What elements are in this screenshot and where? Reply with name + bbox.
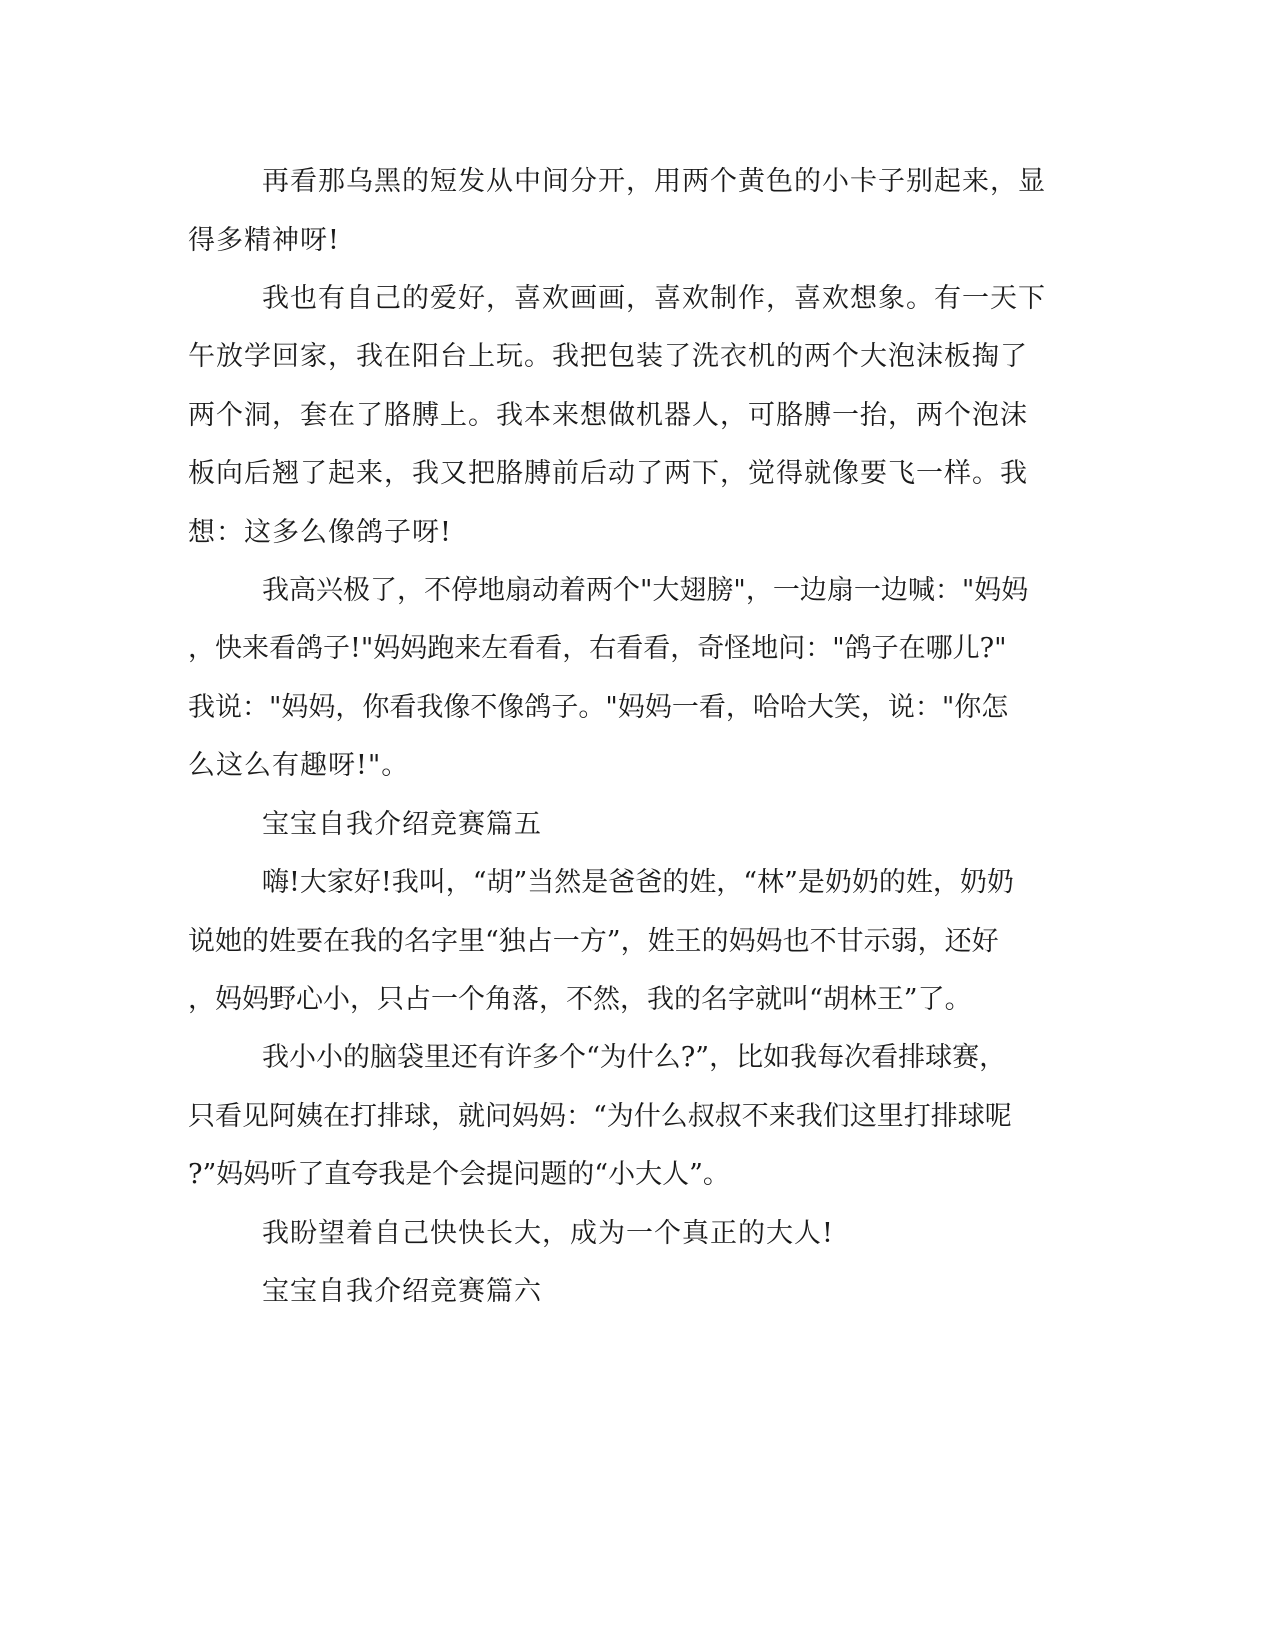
section-heading: 宝宝自我介绍竞赛篇五 [262, 809, 542, 840]
text-line: ，快来看鸽子!"妈妈跑来左看看，右看看，奇怪地问："鸽子在哪儿?" [188, 633, 1007, 664]
text-line: 我高兴极了，不停地扇动着两个"大翅膀"，一边扇一边喊："妈妈 [262, 575, 1029, 606]
text-line: 我说："妈妈，你看我像不像鸽子。"妈妈一看，哈哈大笑，说："你怎 [188, 692, 1009, 723]
text-line: 说她的姓要在我的名字里“独占一方”，姓王的妈妈也不甘示弱，还好 [188, 926, 999, 957]
text-line: 么这么有趣呀!"。 [188, 750, 410, 781]
text-line: 只看见阿姨在打排球，就问妈妈：“为什么叔叔不来我们这里打排球呢 [188, 1101, 1012, 1132]
text-line: 再看那乌黑的短发从中间分开，用两个黄色的小卡子别起来，显 [262, 166, 1046, 197]
text-line: 得多精神呀! [188, 225, 340, 256]
text-line: 板向后翘了起来，我又把胳膊前后动了两下，觉得就像要飞一样。我 [188, 458, 1028, 489]
text-line: 我盼望着自己快快长大，成为一个真正的大人! [262, 1218, 834, 1249]
text-line: ，妈妈野心小，只占一个角落，不然，我的名字就叫“胡林王”了。 [188, 984, 972, 1015]
text-line: 嗨!大家好!我叫，“胡”当然是爸爸的姓，“林”是奶奶的姓，奶奶 [262, 867, 1014, 898]
text-line: 两个洞，套在了胳膊上。我本来想做机器人，可胳膊一抬，两个泡沫 [188, 400, 1028, 431]
text-line: 想：这多么像鸽子呀! [188, 517, 452, 548]
text-line: ?”妈妈听了直夸我是个会提问题的“小大人”。 [188, 1159, 730, 1190]
text-line: 我也有自己的爱好，喜欢画画，喜欢制作，喜欢想象。有一天下 [262, 283, 1046, 314]
text-line: 午放学回家，我在阳台上玩。我把包装了洗衣机的两个大泡沫板掏了 [188, 341, 1028, 372]
section-heading: 宝宝自我介绍竞赛篇六 [262, 1276, 542, 1307]
text-line: 我小小的脑袋里还有许多个“为什么?”，比如我每次看排球赛， [262, 1042, 1007, 1073]
